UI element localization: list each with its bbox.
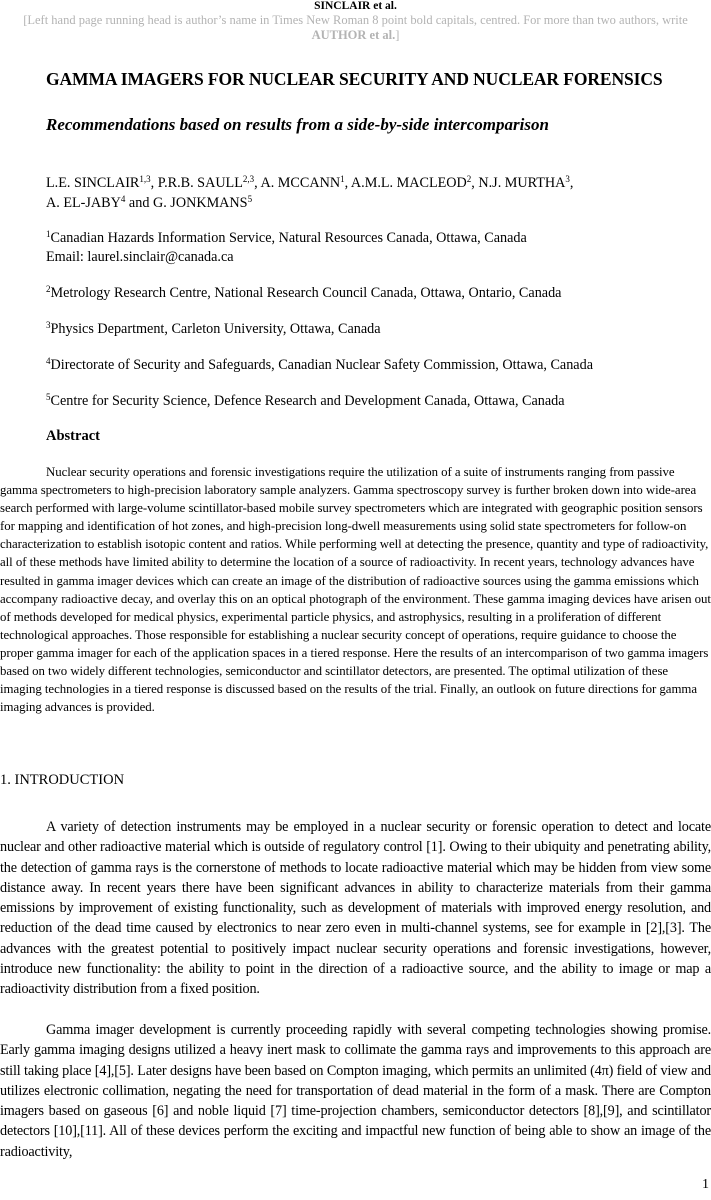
author: A.M.L. MACLEOD$^2$,	[350, 174, 479, 191]
paper-title: GAMMA IMAGERS FOR NUCLEAR SECURITY AND NUCLEAR FORENSICS	[46, 69, 663, 89]
author: L.E. SINCLAIR$^{1,3}$,	[46, 174, 158, 191]
contact-email: Email: laurel.sinclair@canada.ca	[46, 248, 234, 265]
author: A. EL-JABY$^4$ and	[46, 194, 153, 211]
affiliation-5: $^5$Centre for Security Science, Defence Research and Development Canada, Ottawa, Canada	[46, 392, 565, 409]
abstract-heading: Abstract	[46, 428, 100, 444]
affiliation-4: $^4$Directorate of Security and Safeguards, Canadian Nuclear Safety Commission, Ottawa, Canada	[46, 356, 593, 373]
abstract-body: Nuclear security operations and forensic investigations require the utilization of a suite of instruments ranging from passive gamma spectrometers to high-precision laboratory sample analyzers. Gamma spectroscopy survey is further broken down into wide-area search performed with large-volume scintillator-based mobile survey spectrometers which are integrated with geographic position sensors for mapping and identification of hot zones, and high-precision long-dwell measurements using solid state spectrometers for follow-on characterization to establish isotopic content and ratios. While performing well at detecting the presence, quantity and type of radioactivity, all of these methods have limited ability to determine the location of a source of radioactivity. In recent years, technology advances have resulted in gamma imager devices which can create an image of the distribution of radioactive sources using the gamma emissions which accompany radioactive decay, and overlay this on an optical photograph of the environment. These gamma imaging devices have arisen out of methods developed for medical physics, experimental particle physics, and astrophysics, resulting in a proliferation of different technological approaches. Those responsible for establishing a nuclear security concept of operations, require guidance to choose the proper gamma imager for each of the application spaces in a tiered response. Here the results of an intercomparison of two gamma imagers based on two widely different technologies, semiconductor and scintillator detectors, are presented. The optimal utilization of these imaging technologies in a tiered response is discussed based on the results of the trial. Finally, an outlook on future directions for gamma imaging advances is provided.	[0, 465, 711, 715]
affiliation-1: $^1$Canadian Hazards Information Service, Natural Resources Canada, Ottawa, Canada Email: laurel.sinclair@canada.ca	[46, 229, 527, 265]
author: A. MCCANN$^1$,	[260, 174, 351, 191]
author: G. JONKMANS$^5$	[152, 194, 253, 211]
body-paragraph: Gamma imager development is currently proceeding rapidly with several competing technologies showing promise. Early gamma imaging designs utilized a heavy inert mask to collimate the gamma rays and improvements to this approach are still taking place [4],[5]. Later designs have been based on Compton imaging, which permits an unlimited (4π) field of view and utilizes electronic collimation, negating the need for transportation of dead material in the form of a mask. There are Compton imagers based on gaseous [6] and noble liquid [7] time-projection chambers, semiconductor detectors [8],[9], and scintillator detectors [10],[11]. All of these devices perform the exciting and impactful new function of being able to show an image of the radioactivity,	[0, 1022, 711, 1160]
author: N.J. MURTHA$^3$,	[478, 174, 574, 191]
running-head-author: SINCLAIR et al.	[314, 0, 397, 12]
affiliation-3: $^3$Physics Department, Carleton University, Ottawa, Canada	[46, 320, 381, 337]
author-list	[46, 173, 686, 213]
paper-subtitle: Recommendations based on results from a side-by-side intercomparison	[46, 115, 549, 134]
running-head	[0, 0, 711, 43]
affiliation-2: $^2$Metrology Research Centre, National Research Council Canada, Ottawa, Ontario, Canada	[46, 284, 562, 301]
body-paragraph: A variety of detection instruments may be employed in a nuclear security or forensic operation to detect and locate nuclear and other radioactive material which is outside of regulatory control [1]. Owing to their ubiquity and penetrating ability, the detection of gamma rays is the cornerstone of methods to locate radioactive material which may be hidden from view some distance away. In recent years there have been significant advances in ability to characterize materials from their gamma emissions by improvement of existing functionality, such as development of materials with improved energy resolution, and reduction of the dead time caused by electronics to near zero even in multi-channel systems, see for example in [2],[3]. The advances with the greatest potential to positively impact nuclear security operations and forensic investigations, however, introduce new functionality: the ability to point in the direction of a radioactive source, and the ability to image or map a radioactivity distribution from a fixed position.	[0, 819, 711, 998]
running-head-instruction: [Left hand page running head is author’s name in Times New Roman 8 point bold capitals, centred. For more than two authors, write AUTHOR et al.]	[23, 13, 688, 42]
section-heading-introduction: 1. INTRODUCTION	[0, 772, 125, 788]
author: P.R.B. SAULL$^{2,3}$,	[157, 174, 261, 191]
page-number: 1	[702, 1177, 709, 1192]
